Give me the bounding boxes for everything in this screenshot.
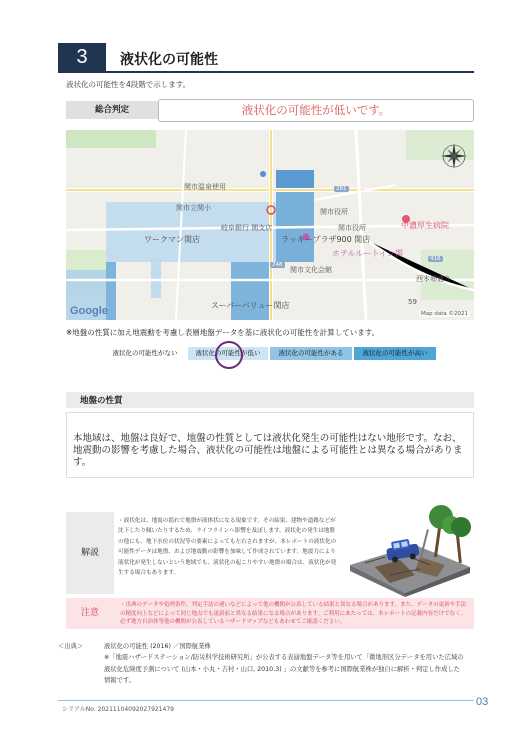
route-number: 418 <box>430 256 441 262</box>
section-divider <box>58 71 474 73</box>
route-number: 248 <box>272 262 283 268</box>
footer-divider <box>58 700 474 701</box>
route-number: 281 <box>336 186 347 192</box>
map-label: 関市役所 <box>320 208 348 216</box>
judgement-result: 液状化の可能性が低いです。 <box>158 99 474 122</box>
source-label: ＜出典＞ <box>58 643 84 650</box>
ground-property-text: 本地域は、地盤は良好で、地盤の性質としては液状化発生の可能性はない地形です。なお、地震動の影響を考慮した場合、液状化の可能性は地盤による可能性とは異なる場合があります。 <box>66 412 474 478</box>
legend-item-high: 液状化の可能性が高い <box>354 347 436 360</box>
explanation-label: 解説 <box>66 512 114 594</box>
judgement-label: 総合判定 <box>66 101 158 119</box>
legend-item-possible: 液状化の可能性がある <box>270 347 352 360</box>
liquefaction-map[interactable] <box>66 130 474 320</box>
map-label: 関市立関小 <box>176 204 211 212</box>
source-title: 液状化の可能性 (2016) ／国際航業株 <box>104 643 211 650</box>
ground-property-header <box>66 392 474 408</box>
liquefaction-illustration <box>345 505 475 597</box>
caution-text: ・出典のデータや処理条件、判定手法の違いなどによって他の機関が公表している結果と異なる場合があります。また、データの更新や手法の精度向上などによって同じ地点でも更新前と異なる結果になる場合があります。ご利用にあたっては、本レポートの記載内容だけでなく、必ず地方自治体等他の機関が公表しているハザードマップなどもあわせてご確認ください。 <box>114 598 474 629</box>
map-label: ワークマン関店 <box>144 235 200 244</box>
map-label: スーパーバリュー関店 <box>211 301 290 310</box>
selected-level-marker <box>215 341 243 369</box>
google-logo: Google <box>70 305 108 317</box>
map-label: ホテルルートイン関 <box>332 249 403 258</box>
section-intro: 液状化の可能性を4段階で示します。 <box>66 80 191 89</box>
explanation-text: ・液状化は、地震の揺れで地盤が液体状になる現象です。その結果、建物や道路などが沈下したり傾いたりするため、ライフラインへ影響を及ぼします。液状化の発生は地盤の他にも、地下水位の状況等の要素によっても左右されますが、本レポートの液状化の可能性データは地盤、および地震動の影響を加味して作成されています。地震力により液状化が発生しないという地域でも、液状化の起こりやすい地盤の場合は、液状化が発生する場合もあります。 <box>118 518 337 577</box>
serial-number: シリアルNo. 20211104092027921479 <box>62 706 174 713</box>
map-label: 関市文化会館 <box>290 266 332 274</box>
calculation-note: ※地盤の性質に加え地震動を考慮し表層地盤データを基に液状化の可能性を計算しています。 <box>66 328 380 337</box>
legend-item-none: 液状化の可能性がない <box>112 349 178 357</box>
page-number: 03 <box>476 696 489 708</box>
source-body: ※「地震ハザードステーション/防災科学技術研究所」が公表する表層地盤データ等を用いて「微地形区分データを用いた広域の液状化危険度予測について (山本・小丸・吉村・山口, 2010.3) 」の文献等を参考に国際航業株が独自に解析・判定し作成した情報です。 <box>104 654 464 684</box>
caution-label: 注意 <box>66 598 114 629</box>
map-attribution: Map data ©2021 <box>421 311 468 317</box>
section-title: 液状化の可能性 <box>120 52 218 68</box>
map-label: 岐阜銀行 関支店 <box>221 224 273 232</box>
map-label: 関市役所 <box>338 224 366 232</box>
legend-item-low: 液状化の可能性が低い <box>188 347 268 360</box>
map-label: 59 <box>408 298 417 306</box>
map-label: 関市温泉使用 <box>184 183 226 191</box>
ground-property-label: 地盤の性質 <box>80 396 123 406</box>
map-label: 中濃厚生病院 <box>401 221 449 230</box>
map-label: 西本郷通り <box>416 275 451 283</box>
section-number: 3 <box>58 43 106 71</box>
map-label: ラッキープラザ900 関店 <box>281 235 371 244</box>
